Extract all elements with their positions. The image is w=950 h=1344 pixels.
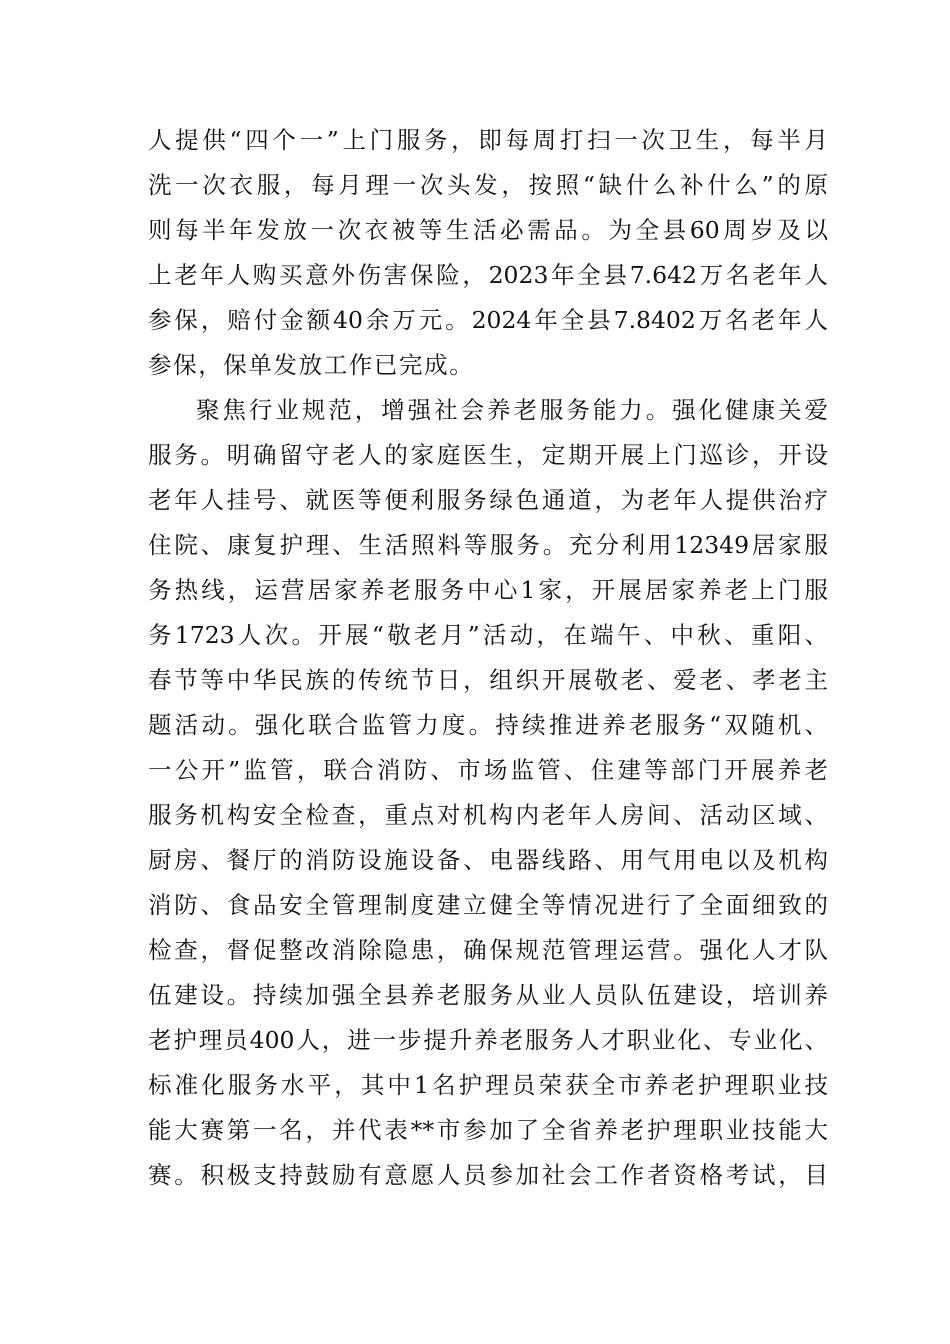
text-line: 服务。明确留守老人的家庭医生，定期开展上门巡诊，开设 <box>148 441 828 469</box>
text-line: 检查，督促整改消除隐患，确保规范管理运营。强化人才队 <box>148 936 828 964</box>
text-line: 赛。积极支持鼓励有意愿人员参加社会工作者资格考试，目 <box>148 1161 828 1189</box>
text-line: 厨房、餐厅的消防设施设备、电器线路、用气用电以及机构 <box>148 846 828 874</box>
text-line: 上老年人购买意外伤害保险，2023年全县7.642万名老年人 <box>148 261 828 289</box>
text-line: 住院、康复护理、生活照料等服务。充分利用12349居家服 <box>148 531 828 559</box>
text-line: 伍建设。持续加强全县养老服务从业人员队伍建设，培训养 <box>148 981 828 1009</box>
text-line: 能大赛第一名，并代表**市参加了全省养老护理职业技能大 <box>148 1116 828 1144</box>
text-line: 标准化服务水平，其中1名护理员荣获全市养老护理职业技 <box>148 1071 828 1099</box>
text-line: 参保，保单发放工作已完成。 <box>148 351 475 379</box>
text-line: 老护理员400人，进一步提升养老服务人才职业化、专业化、 <box>148 1026 828 1054</box>
text-line: 老年人挂号、就医等便利服务绿色通道，为老年人提供治疗 <box>148 486 828 514</box>
text-line: 聚焦行业规范，增强社会养老服务能力。强化健康关爱 <box>196 396 828 424</box>
text-line: 服务机构安全检查，重点对机构内老年人房间、活动区域、 <box>148 801 828 829</box>
body-text <box>148 118 828 1198</box>
text-line: 务热线，运营居家养老服务中心1家，开展居家养老上门服 <box>148 576 828 604</box>
text-line: 消防、食品安全管理制度建立健全等情况进行了全面细致的 <box>148 891 828 919</box>
text-line: 一公开”监管，联合消防、市场监管、住建等部门开展养老 <box>148 756 828 784</box>
text-line: 人提供“四个一”上门服务，即每周打扫一次卫生，每半月 <box>148 126 828 154</box>
text-line: 则每半年发放一次衣被等生活必需品。为全县60周岁及以 <box>148 216 828 244</box>
text-line: 题活动。强化联合监管力度。持续推进养老服务“双随机、 <box>148 711 828 739</box>
text-line: 洗一次衣服，每月理一次头发，按照“缺什么补什么”的原 <box>148 171 828 199</box>
text-line: 春节等中华民族的传统节日，组织开展敬老、爱老、孝老主 <box>148 666 828 694</box>
text-line: 务1723人次。开展“敬老月”活动，在端午、中秋、重阳、 <box>148 621 828 649</box>
text-line: 参保，赔付金额40余万元。2024年全县7.8402万名老年人 <box>148 306 828 334</box>
